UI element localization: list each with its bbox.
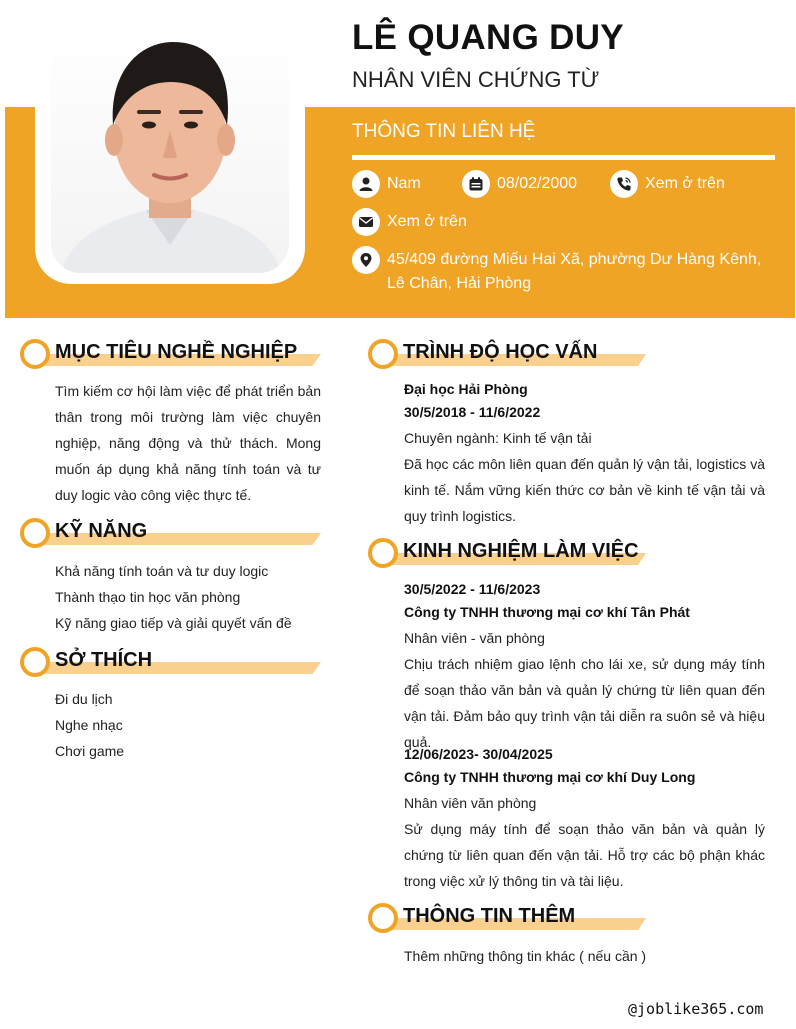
section-title: SỞ THÍCH (55, 649, 153, 671)
contact-birthday (462, 170, 577, 198)
experience-entry (404, 746, 765, 894)
circle-icon (20, 339, 50, 369)
section-title: MỤC TIÊU NGHỀ NGHIỆP (55, 341, 298, 363)
circle-icon (368, 538, 398, 568)
candidate-name: LÊ QUANG DUY (352, 18, 624, 57)
job-period: 12/06/2023- 30/04/2025 (404, 746, 553, 762)
section-title: KỸ NĂNG (55, 520, 148, 542)
watermark: @joblike365.com (628, 1000, 764, 1018)
contact-address (352, 246, 782, 296)
circle-icon (20, 518, 50, 548)
birthday-value: 08/02/2000 (497, 175, 578, 192)
email-value: Xem ở trên (387, 213, 467, 230)
job-description: Chịu trách nhiệm giao lệnh cho lái xe, sử dụng máy tính để soạn thảo văn bản và quản lý chứng từ liên quan đến vận tải. Đảm bảo quy trình vận tải diễn ra suôn sẻ và hiệu quả. (404, 656, 765, 750)
circle-icon (368, 339, 398, 369)
gender-value: Nam (387, 175, 421, 192)
education-period: 30/5/2018 - 11/6/2022 (404, 404, 541, 420)
envelope-icon (352, 208, 380, 236)
phone-value: Xem ở trên (645, 175, 725, 192)
skill-item: Kỹ năng giao tiếp và giải quyết vấn đề (55, 615, 292, 631)
experience-entry (404, 581, 765, 755)
circle-icon (20, 647, 50, 677)
circle-icon (368, 903, 398, 933)
job-position: Nhân viên văn phòng (404, 795, 537, 811)
section-title: KINH NGHIỆM LÀM VIỆC (403, 540, 639, 562)
contact-divider (352, 155, 775, 160)
job-description: Sử dụng máy tính để soạn thảo văn bản và quản lý chứng từ liên quan đến vận tải. Hỗ trợ các bộ phận khác trong việc xử lý thông tin và tài liệu. (404, 821, 765, 889)
job-title: NHÂN VIÊN CHỨNG TỪ (352, 67, 600, 92)
hobby-item: Nghe nhạc (55, 717, 123, 733)
additional-text: Thêm những thông tin khác ( nếu cần ) (404, 948, 647, 964)
contact-gender (352, 170, 421, 198)
education-entry (404, 381, 765, 529)
education-description: Đã học các môn liên quan đến quản lý vận tải, logistics và kinh tế. Nắm vững kiến thức cơ bản về kinh tế vận tải và quy trình logistics. (404, 456, 765, 524)
job-position: Nhân viên - văn phòng (404, 630, 545, 646)
hobby-item: Chơi game (55, 743, 125, 759)
job-company: Công ty TNHH thương mại cơ khí Duy Long (404, 769, 696, 785)
user-icon (352, 170, 380, 198)
objective-text: Tìm kiếm cơ hội làm việc để phát triển bản thân trong môi trường làm việc chuyên nghiệp, năng động và thử thách. Mong muốn áp dụng khả năng tính toán và tư duy logic vào công việc thực tế. (55, 383, 321, 503)
skill-item: Khả năng tính toán và tư duy logic (55, 563, 269, 579)
job-company: Công ty TNHH thương mại cơ khí Tân Phát (404, 604, 690, 620)
contact-email (352, 208, 467, 236)
skill-item: Thành thạo tin học văn phòng (55, 589, 241, 605)
hobby-item: Đi du lịch (55, 691, 113, 707)
education-major: Chuyên ngành: Kinh tế vận tải (404, 430, 592, 446)
contact-heading: THÔNG TIN LIÊN HỆ (352, 121, 536, 142)
section-title: THÔNG TIN THÊM (403, 905, 576, 927)
profile-photo (51, 30, 289, 273)
section-title: TRÌNH ĐỘ HỌC VẤN (403, 341, 598, 363)
calendar-icon (462, 170, 490, 198)
address-value: 45/409 đường Miếu Hai Xã, phường Dư Hàng Kênh, Lê Chân, Hải Phòng (387, 251, 762, 292)
phone-icon (610, 170, 638, 198)
contact-phone (610, 170, 725, 198)
education-school: Đại học Hải Phòng (404, 381, 528, 397)
job-period: 30/5/2022 - 11/6/2023 (404, 581, 541, 597)
location-pin-icon (352, 246, 380, 274)
